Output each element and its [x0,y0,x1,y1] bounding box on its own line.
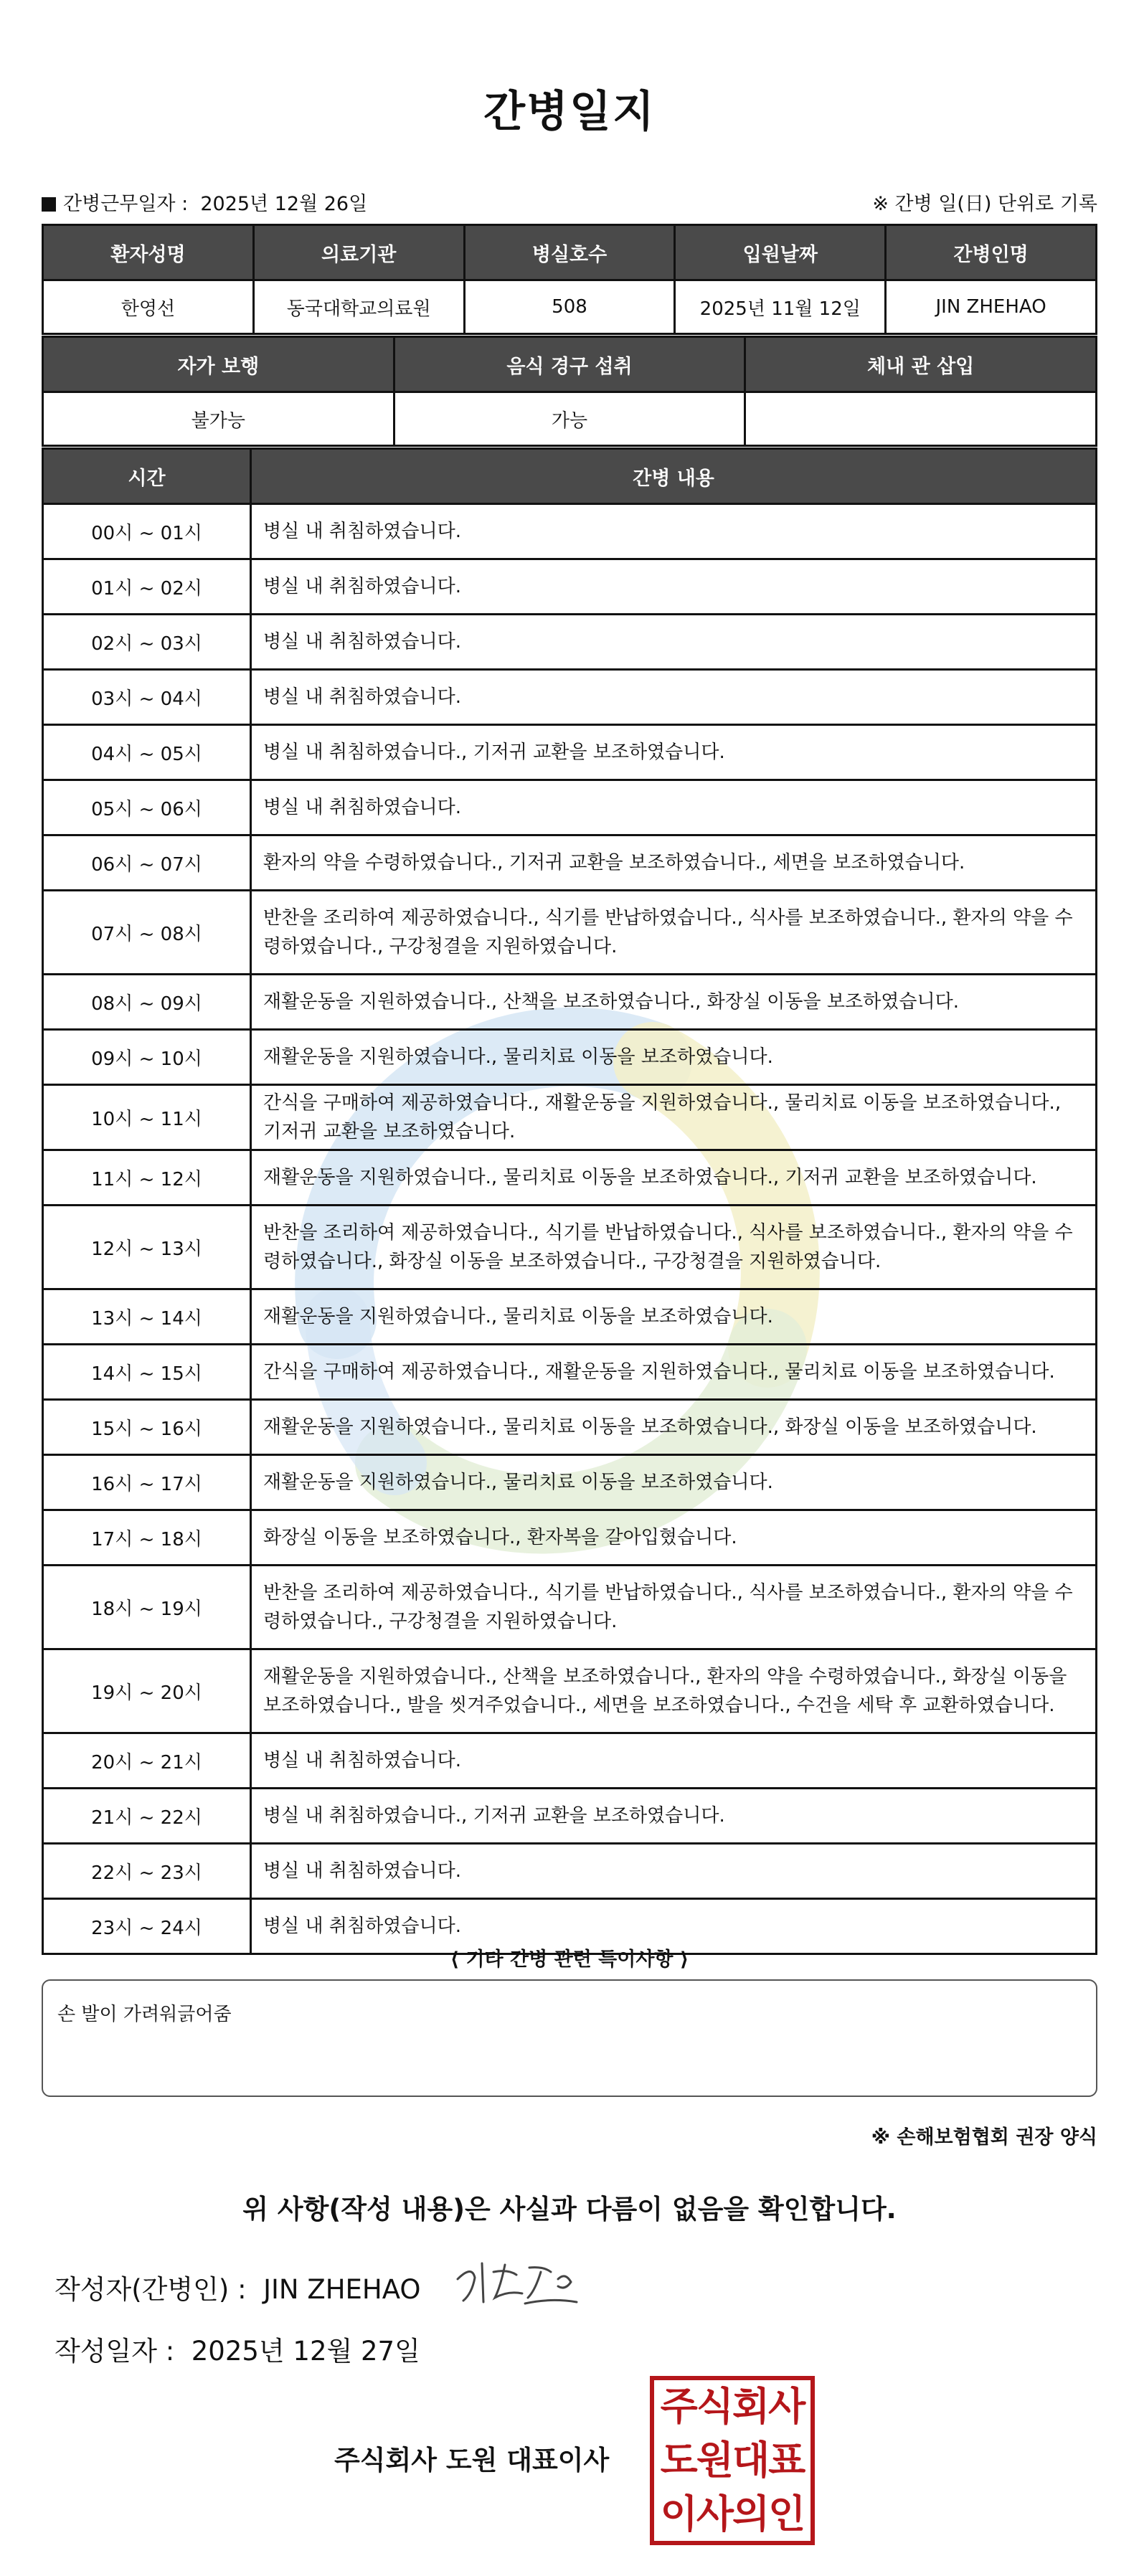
time-cell: 03시 ~ 04시 [43,670,251,725]
time-cell: 13시 ~ 14시 [43,1289,251,1345]
header-self-walking: 자가 보행 [43,337,394,392]
care-content-cell: 병실 내 취침하였습니다. [251,504,1097,559]
care-content-cell: 재활운동을 지원하였습니다., 물리치료 이동을 보조하였습니다., 기저귀 교환을 보조하였습니다. [251,1150,1097,1206]
table-row [43,1733,1097,1789]
table-row [43,1289,1097,1345]
patient-info-table [42,224,1097,335]
care-content-cell: 병실 내 취침하였습니다. [251,559,1097,615]
writer-line [55,2268,421,2306]
time-cell: 05시 ~ 06시 [43,780,251,835]
time-cell: 14시 ~ 15시 [43,1345,251,1400]
hospital-name: 동국대학교의료원 [253,280,464,334]
time-cell: 04시 ~ 05시 [43,725,251,780]
recommend-note: ※ 손해보험협회 권장 양식 [871,2126,1097,2149]
care-content-cell: 간식을 구매하여 제공하였습니다., 재활운동을 지원하였습니다., 물리치료 이동을 보조하였습니다., 기저귀 교환을 보조하였습니다. [251,1085,1097,1150]
time-cell: 23시 ~ 24시 [43,1899,251,1954]
time-cell: 12시 ~ 13시 [43,1206,251,1289]
table-row [43,975,1097,1030]
table-row [43,1455,1097,1510]
care-content-cell: 재활운동을 지원하였습니다., 물리치료 이동을 보조하였습니다. [251,1289,1097,1345]
time-cell: 10시 ~ 11시 [43,1085,251,1150]
header-admission-date: 입원날짜 [675,225,886,280]
unit-note: ※ 간병 일(日) 단위로 기록 [872,193,1097,215]
notes-text: 손 발이 가려워긁어줌 [57,2004,232,2025]
time-cell: 17시 ~ 18시 [43,1510,251,1566]
table-row [43,1085,1097,1150]
time-cell: 06시 ~ 07시 [43,835,251,891]
seal-line-2: 도원대표 [660,2437,805,2483]
table-row [43,1030,1097,1085]
self-walking-value: 불가능 [43,392,394,446]
table-row [43,1844,1097,1899]
admission-date: 2025년 11월 12일 [675,280,886,334]
care-content-cell: 병실 내 취침하였습니다., 기저귀 교환을 보조하였습니다. [251,725,1097,780]
time-cell: 19시 ~ 20시 [43,1649,251,1733]
time-cell: 15시 ~ 16시 [43,1400,251,1455]
seal-line-1: 주식회사 [660,2384,805,2430]
time-cell: 11시 ~ 12시 [43,1150,251,1206]
care-log-table [42,448,1097,1955]
table-row [43,1649,1097,1733]
care-content-cell: 재활운동을 지원하였습니다., 물리치료 이동을 보조하였습니다. [251,1455,1097,1510]
care-content-cell: 화장실 이동을 보조하였습니다., 환자복을 갈아입혔습니다. [251,1510,1097,1566]
notes-box [42,1979,1097,2097]
time-cell: 21시 ~ 22시 [43,1789,251,1844]
table-row [43,835,1097,891]
room-number: 508 [464,280,675,334]
handwritten-signature [450,2250,594,2315]
header-patient-name: 환자성명 [43,225,254,280]
table-row [43,1510,1097,1566]
care-content-cell: 재활운동을 지원하였습니다., 물리치료 이동을 보조하였습니다., 화장실 이동을 보조하였습니다. [251,1400,1097,1455]
care-content-cell: 병실 내 취침하였습니다. [251,1899,1097,1954]
care-content-cell: 환자의 약을 수령하였습니다., 기저귀 교환을 보조하였습니다., 세면을 보조하였습니다. [251,835,1097,891]
work-date-label: 간병근무일자 : [63,193,189,215]
write-date-line [55,2329,420,2368]
confirmation-statement: 위 사항(작성 내용)은 사실과 다름이 없음을 확인합니다. [242,2194,897,2225]
header-hospital: 의료기관 [253,225,464,280]
time-cell: 00시 ~ 01시 [43,504,251,559]
patient-status-table [42,336,1097,447]
table-row [43,1789,1097,1844]
time-cell: 08시 ~ 09시 [43,975,251,1030]
notes-title: ⟨ 기타 간병 관련 특이사항 ⟩ [450,1948,689,1971]
company-seal-stamp [650,2376,815,2545]
care-content-cell: 반찬을 조리하여 제공하였습니다., 식기를 반납하였습니다., 식사를 보조하였습니다., 환자의 약을 수령하였습니다., 구강청결을 지원하였습니다. [251,1566,1097,1649]
care-content-cell: 재활운동을 지원하였습니다., 물리치료 이동을 보조하였습니다. [251,1030,1097,1085]
write-date-label: 작성일자 : [55,2336,175,2367]
write-date-value: 2025년 12월 27일 [191,2336,420,2367]
care-content-cell: 병실 내 취침하였습니다. [251,670,1097,725]
table-row [43,891,1097,975]
time-cell: 18시 ~ 19시 [43,1566,251,1649]
care-content-cell: 반찬을 조리하여 제공하였습니다., 식기를 반납하였습니다., 식사를 보조하였습니다., 환자의 약을 수령하였습니다., 화장실 이동을 보조하였습니다., 구강청결을 지원하였습니다. [251,1206,1097,1289]
header-oral-intake: 음식 경구 섭취 [394,337,745,392]
care-content-cell: 병실 내 취침하였습니다. [251,615,1097,670]
time-cell: 01시 ~ 02시 [43,559,251,615]
header-tube-insertion: 체내 관 삽입 [745,337,1097,392]
care-content-cell: 재활운동을 지원하였습니다., 산책을 보조하였습니다., 환자의 약을 수령하였습니다., 화장실 이동을 보조하였습니다., 발을 씻겨주었습니다., 세면을 보조하였습니다., 수건을 세탁 후 교환하였습니다. [251,1649,1097,1733]
seal-line-3: 이사의인 [660,2491,805,2537]
writer-name: JIN ZHEHAO [263,2274,421,2305]
time-cell: 02시 ~ 03시 [43,615,251,670]
table-row [43,504,1097,559]
table-row [43,1566,1097,1649]
square-bullet-icon [42,197,56,212]
table-row [43,1150,1097,1206]
caregiver-name: JIN ZHEHAO [886,280,1097,334]
time-cell: 16시 ~ 17시 [43,1455,251,1510]
page-title: 간병일지 [483,87,656,137]
time-cell: 09시 ~ 10시 [43,1030,251,1085]
header-caregiver-name: 간병인명 [886,225,1097,280]
header-care-content: 간병 내용 [251,449,1097,504]
time-cell: 07시 ~ 08시 [43,891,251,975]
table-row [43,1400,1097,1455]
table-row [43,559,1097,615]
work-date [42,188,367,216]
care-content-cell: 병실 내 취침하였습니다. [251,1733,1097,1789]
care-content-cell: 간식을 구매하여 제공하였습니다., 재활운동을 지원하였습니다., 물리치료 이동을 보조하였습니다. [251,1345,1097,1400]
care-content-cell: 병실 내 취침하였습니다. [251,780,1097,835]
care-content-cell: 재활운동을 지원하였습니다., 산책을 보조하였습니다., 화장실 이동을 보조하였습니다. [251,975,1097,1030]
table-row [43,1206,1097,1289]
tube-insertion-value [745,392,1097,446]
patient-name: 한영선 [43,280,254,334]
company-name: 주식회사 도원 대표이사 [334,2445,610,2476]
oral-intake-value: 가능 [394,392,745,446]
table-row [43,725,1097,780]
table-row [43,615,1097,670]
care-content-cell: 병실 내 취침하였습니다., 기저귀 교환을 보조하였습니다. [251,1789,1097,1844]
time-cell: 20시 ~ 21시 [43,1733,251,1789]
time-cell: 22시 ~ 23시 [43,1844,251,1899]
writer-label: 작성자(간병인) : [55,2274,247,2305]
header-room: 병실호수 [464,225,675,280]
care-content-cell: 병실 내 취침하였습니다. [251,1844,1097,1899]
table-row [43,670,1097,725]
header-time: 시간 [43,449,251,504]
work-date-value: 2025년 12월 26일 [200,193,368,215]
table-row [43,1345,1097,1400]
care-content-cell: 반찬을 조리하여 제공하였습니다., 식기를 반납하였습니다., 식사를 보조하였습니다., 환자의 약을 수령하였습니다., 구강청결을 지원하였습니다. [251,891,1097,975]
table-row [43,780,1097,835]
